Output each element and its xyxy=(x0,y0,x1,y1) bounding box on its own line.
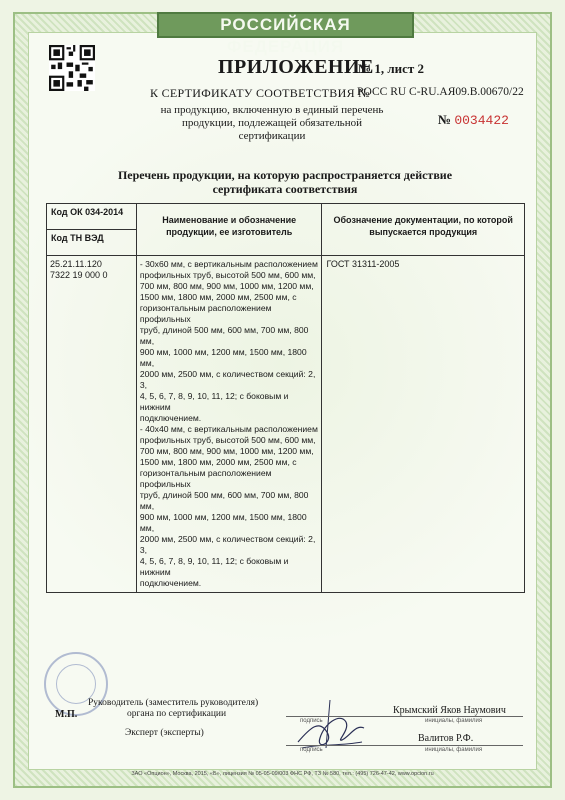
code-tn-value: 7322 19 000 0 xyxy=(50,270,108,280)
table-header-row xyxy=(47,204,525,230)
certificate-label: К СЕРТИФИКАТУ СООТВЕТСТВИЯ № xyxy=(150,86,370,100)
header-code-tn: Код ТН ВЭД xyxy=(47,230,137,256)
serial-value: 0034422 xyxy=(454,113,509,128)
serial-prefix: № xyxy=(438,112,452,127)
expert-label: Эксперт (эксперты) xyxy=(125,728,204,738)
list-title: Перечень продукции, на которую распространяется действие сертификата соответствия xyxy=(117,168,453,196)
header-product-name: Наименование и обозначение продукции, ее изготовитель xyxy=(136,204,322,256)
product-description-cell: - 30x60 мм, с вертикальным расположением профильных труб, высотой 500 мм, 600 мм, 700 мм, 800 мм, 900 мм, 1000 мм, 1200 мм, 1500 мм, 1800 мм, 2000 мм, 2500 мм, с горизонтальным расположением профильных труб, длиной 500 мм, 600 мм, 700 мм, 800 мм, 900 мм, 1000 мм, 1200 мм, 1500 мм, 1800 мм, 2000 мм, 2500 мм, с количеством секций: 2, 3, 4, 5, 6, 7, 8, 9, 10, 11, 12; с боковым и нижним подключением. - 40x40 мм, с вертикальным расположением профильных труб, высотой 500 мм, 600 мм, 700 мм, 800 мм, 900 мм, 1000 мм, 1200 мм, 1500 мм, 1800 мм, 2000 мм, 2500 мм, с горизонтальным расположением профильных труб, длиной 500 мм, 600 мм, 700 мм, 800 мм, 900 мм, 1000 мм, 1200 мм, 1500 мм, 1800 мм, 2000 мм, 2500 мм, с количеством секций: 2, 3, 4, 5, 6, 7, 8, 9, 10, 11, 12; с боковым и нижним подключением. xyxy=(136,256,322,593)
signature-line xyxy=(286,716,523,717)
signature-caption: подпись xyxy=(300,747,323,753)
code-ok-value: 25.21.11.120 xyxy=(50,259,102,269)
header-code-ok: Код ОК 034-2014 xyxy=(47,204,137,230)
country-banner: РОССИЙСКАЯ ФЕДЕРАЦИЯ xyxy=(157,12,414,38)
codes-cell xyxy=(47,256,137,593)
documentation-cell: ГОСТ 31311-2005 xyxy=(322,256,525,593)
head-signatory-name: Крымский Яков Наумович xyxy=(393,705,506,716)
initials-caption: инициалы, фамилия xyxy=(425,718,483,724)
printer-imprint: ЗАО «Опцион», Москва, 2015, «Б», лицензия № 05-05-09/003 ФНС РФ, ТЗ № 580, тел.: (495) 726-47-42, www.opcion.ru xyxy=(131,771,434,777)
stamp-place-label: М.П. xyxy=(55,709,78,720)
certificate-number: РОСС RU С-RU.АЯ09.В.00670/22 xyxy=(357,86,524,98)
serial-number xyxy=(438,112,509,128)
signature-caption: подпись xyxy=(300,718,323,724)
head-signatory-label-2: органа по сертификации xyxy=(127,709,227,719)
signature-line xyxy=(286,745,523,746)
product-table xyxy=(46,203,525,593)
qr-code-icon xyxy=(49,45,95,91)
initials-caption: инициалы, фамилия xyxy=(425,747,483,753)
table-row xyxy=(47,256,525,593)
header-documentation: Обозначение документации, по которой выпускается продукция xyxy=(322,204,525,256)
page-title: ПРИЛОЖЕНИЕ xyxy=(218,56,374,78)
head-signatory-label: Руководитель (заместитель руководителя) xyxy=(88,698,259,708)
sheet-number: № 1, лист 2 xyxy=(358,61,425,76)
expert-name: Валитов Р.Ф. xyxy=(418,733,474,744)
product-scope-description: на продукцию, включенную в единый перечень продукции, подлежащей обязательной сертификации xyxy=(160,104,384,142)
